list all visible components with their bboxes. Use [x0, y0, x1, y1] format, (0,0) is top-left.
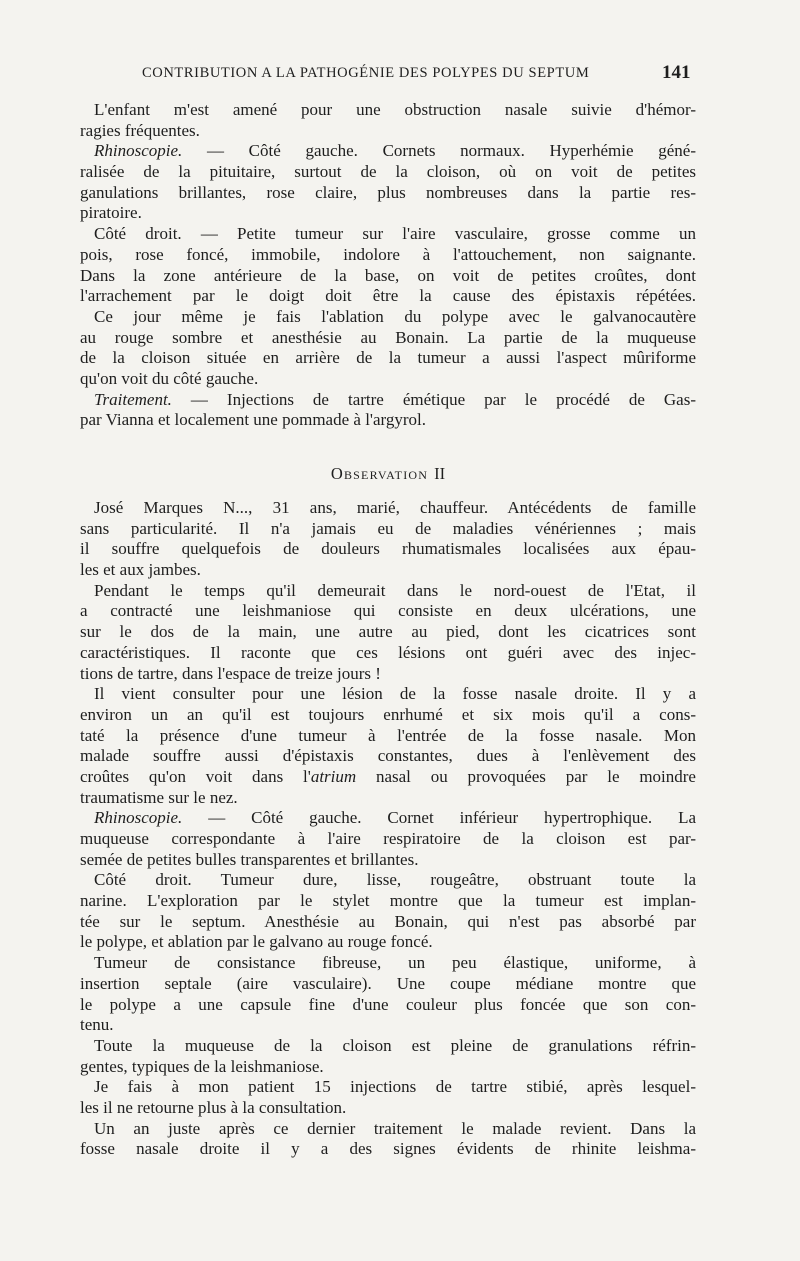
text-line: insertion septale (aire vasculaire). Une coupe médiane montre que — [80, 973, 696, 993]
text-line: les et aux jambes. — [80, 560, 201, 580]
text-line: Un an juste après ce dernier traitement le malade revient. Dans la — [94, 1118, 696, 1138]
text-line: sur le dos de la main, une autre au pied, dont les cicatrices sont — [80, 622, 696, 642]
text-line: Dans la zone antérieure de la base, on voit de petites croûtes, dont — [80, 265, 696, 285]
text-line: semée de petites bulles transparentes et brillantes. — [80, 849, 419, 869]
text-line: Tumeur de consistance fibreuse, un peu élastique, uniforme, à — [94, 953, 696, 973]
text-line: sans particularité. Il n'a jamais eu de maladies vénériennes ; mais — [80, 518, 696, 538]
text-line: Ce jour même je fais l'ablation du polype avec le galvanocautère — [94, 306, 696, 326]
section-heading-word: Observation — [330, 464, 429, 483]
text-line: José Marques N..., 31 ans, marié, chauffeur. Antécédents de famille — [94, 498, 696, 517]
text-line: malade souffre aussi d'épistaxis constantes, dues à l'enlèvement des — [80, 746, 696, 766]
text-line: Côté droit. Tumeur dure, lisse, rougeâtre, obstruant toute la — [94, 870, 696, 890]
text-line: l'arrachement par le doigt doit être la cause des épistaxis répétées. — [80, 286, 696, 306]
text-line: piratoire. — [80, 203, 142, 223]
text-line: tée sur le septum. Anesthésie au Bonain, qui n'est pas absorbé par — [80, 911, 696, 931]
section-heading-number: II — [434, 464, 446, 483]
text-line: traumatisme sur le nez. — [80, 787, 238, 807]
text-line: muqueuse correspondante à l'aire respiratoire de la cloison est par- — [80, 829, 696, 848]
text-line: caractéristiques. Il raconte que ces lésions ont guéri avec des injec- — [80, 642, 696, 662]
text-line: Toute la muqueuse de la cloison est pleine de granulations réfrin- — [94, 1035, 696, 1055]
text-line: Rhinoscopie. — Côté gauche. Cornets normaux. Hyperhémie géné- — [94, 141, 696, 161]
text-line: ralisée de la pituitaire, surtout de la cloison, où on voit de petites — [80, 162, 696, 182]
text-line: qu'on voit du côté gauche. — [80, 368, 259, 388]
text-line: environ un an qu'il est toujours enrhumé et six mois qu'il a cons- — [80, 704, 696, 724]
text-line: gentes, typiques de la leishmaniose. — [80, 1056, 324, 1076]
text-line: le polype, et ablation par le galvano au rouge foncé. — [80, 932, 433, 952]
text-line: narine. L'exploration par le stylet montre que la tumeur est implan- — [80, 891, 696, 911]
text-line: tions de tartre, dans l'espace de treize jours ! — [80, 663, 381, 683]
text-line: tenu. — [80, 1015, 114, 1035]
body-text — [80, 100, 696, 1160]
text-line: croûtes qu'on voit dans l'atrium nasal ou provoquées par le moindre — [80, 766, 696, 786]
observation-paragraphs — [80, 498, 696, 1160]
page-number: 141 — [662, 62, 691, 83]
text-line: il souffre quelquefois de douleurs rhumatismales localisées aux épau- — [80, 539, 696, 559]
text-line: Côté droit. — Petite tumeur sur l'aire vasculaire, grosse comme un — [94, 224, 696, 244]
text-line: les il ne retourne plus à la consultation. — [80, 1097, 347, 1117]
text-line: Je fais à mon patient 15 injections de tartre stibié, après lesquel- — [94, 1077, 696, 1097]
text-line: par Vianna et localement une pommade à l'argyrol. — [80, 410, 427, 430]
text-line: Traitement. — Injections de tartre émétique par le procédé de Gas- — [94, 389, 696, 409]
text-line: pois, rose foncé, immobile, indolore à l'attouchement, non saignante. — [80, 244, 696, 264]
text-line: ragies fréquentes. — [80, 120, 200, 140]
running-head: CONTRIBUTION A LA PATHOGÉNIE DES POLYPES DU SEPTUM — [142, 65, 590, 81]
text-line: a contracté une leishmaniose qui consiste en deux ulcérations, une — [80, 601, 696, 621]
text-line: Rhinoscopie. — Côté gauche. Cornet inférieur hypertrophique. La — [94, 808, 696, 828]
text-line: au rouge sombre et anesthésie au Bonain. La partie de la muqueuse — [80, 327, 696, 347]
text-line: Il vient consulter pour une lésion de la fosse nasale droite. Il y a — [94, 684, 696, 704]
page-header — [0, 62, 800, 86]
section-heading — [80, 464, 696, 484]
text-line: ganulations brillantes, rose claire, plus nombreuses dans la partie res- — [80, 182, 696, 202]
text-line: de la cloison située en arrière de la tumeur a aussi l'aspect mûriforme — [80, 348, 696, 368]
text-line: taté la présence d'une tumeur à l'entrée de la fosse nasale. Mon — [80, 725, 696, 745]
case-paragraphs — [80, 100, 696, 431]
text-line: fosse nasale droite il y a des signes évidents de rhinite leishma- — [80, 1139, 696, 1159]
text-line: le polype a une capsule fine d'une couleur plus foncée que son con- — [80, 994, 696, 1014]
text-line: Pendant le temps qu'il demeurait dans le nord-ouest de l'Etat, il — [94, 580, 696, 600]
text-line: L'enfant m'est amené pour une obstruction nasale suivie d'hémor- — [94, 100, 696, 119]
